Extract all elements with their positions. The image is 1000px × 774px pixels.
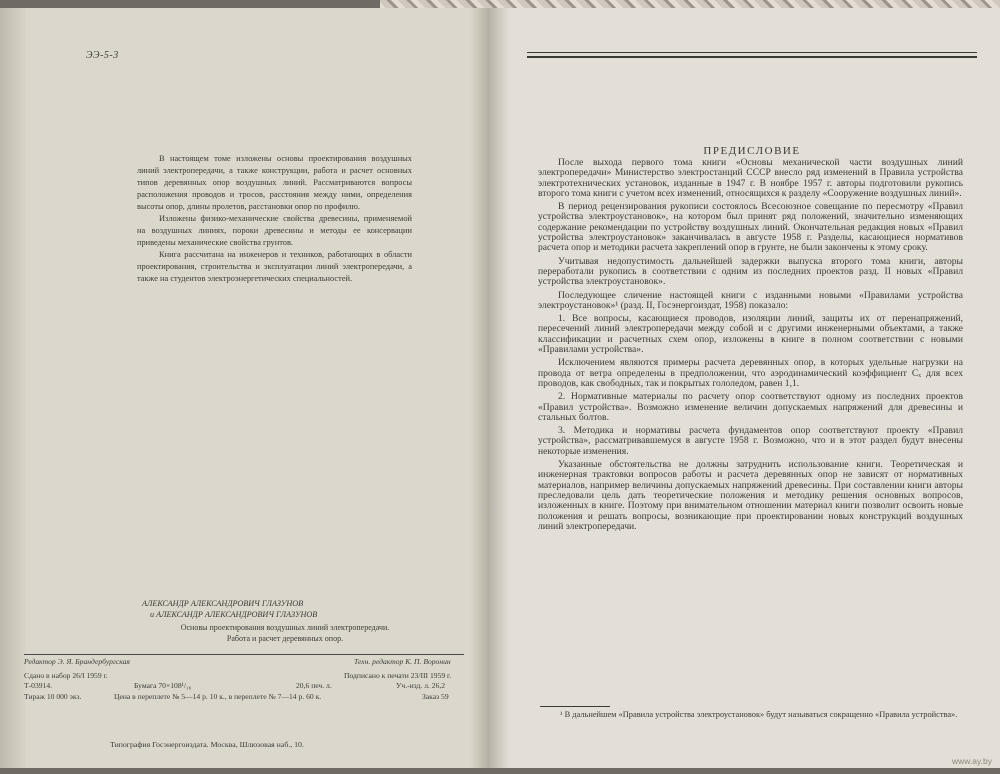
abstract-paragraph: Изложены физико-механические свойства древесины, применяемой на воздушных линиях, пороки древесины и методы ее консервации приведены механические свойства грунтов. [137, 214, 412, 247]
authors [142, 598, 412, 620]
preface-paragraph: 1. Все вопросы, касающиеся проводов, изоляции линий, защиты их от перенапряжений, пересечений линий электропередачи между собой и с другими инженерными объектами, а также классификации и расчетных схем опор, изложены в книге в полном соответствии с новыми «Правилами устройства». [538, 313, 963, 356]
abstract-paragraph: Книга рассчитана на инженеров и техников, работающих в области проектирования, строительства и эксплуатации линий электропередачи, а также на студентов электроэнергетических специальностей. [137, 250, 412, 283]
author-line: АЛЕКСАНДР АЛЕКСАНДРОВИЧ ГЛАЗУНОВ [142, 599, 304, 608]
publisher-sheets: Уч.-изд. л. 26,2 [396, 681, 446, 691]
printer: Типография Госэнергоиздата. Москва, Шлюзовая наб., 10. [110, 740, 304, 749]
preface-paragraph: 3. Методика и нормативы расчета фундаментов опор соответствуют проекту «Правил устройства», рассматривавшемуся в августе 1958 г. Возможно, что и в этот раздел будут внесены некоторые изменения. [538, 425, 963, 457]
imprint [24, 657, 474, 702]
book-title [140, 622, 430, 644]
footnote-divider [540, 706, 610, 707]
watermark: www.ay.by [952, 756, 992, 766]
book-title-line: Основы проектирования воздушных линий электропередачи. [180, 623, 390, 632]
book-title-line: Работа и расчет деревянных опор. [226, 634, 344, 643]
print-run: Тираж 10 000 экз. [24, 691, 82, 701]
print-sheets: 20,6 печ. л. [296, 681, 332, 691]
footnote [540, 710, 965, 721]
preface-paragraph: Последующее сличение настоящей книги с изданными новыми «Правилами устройства электроустановок»¹ (разд. II, Госэнергоиздат, 1958) показало: [538, 289, 963, 311]
order-code: Т-03914. [24, 681, 53, 691]
footnote-text: ¹ В дальнейшем «Правила устройства электроустановок» будут называться сокращенно «Правила устройства». [560, 710, 958, 719]
preface-paragraph: Учитывая недопустимость дальнейшей задержки выпуска второго тома книги, авторы переработали рукопись в соответствии с одним из последних проектов разд. II новых «Правил устройства электроустановок». [538, 255, 963, 288]
editor: Редактор Э. Я. Брандербургская [24, 657, 130, 666]
price: Цена в переплете № 5—14 р. 10 к., в переплете № 7—14 р. 60 к. [114, 691, 322, 701]
left-page-edge [0, 8, 26, 768]
imprint-divider [24, 654, 464, 655]
catalog-code: ЭЭ-5-3 [86, 50, 119, 61]
abstract-paragraph: В настоящем томе изложены основы проектирования воздушных линий электропередачи, а также конструкции, работа и расчет основных типов деревянных опор воздушных линий. Рассматриваются вопросы расположения проводов и тросов, расстояния между ними, определения высоты опор, длины пролетов, расстановки опор по профилю. [137, 154, 412, 211]
header-rule-thick [527, 56, 977, 58]
order-number: Заказ 59 [422, 691, 449, 701]
page-heading: ПРЕДИСЛОВИЕ [703, 145, 801, 157]
preface-paragraph: 2. Нормативные материалы по расчету опор соответствуют одному из последних проектов «Правил устройства». Возможно изменение величин допускаемых напряжений для древесины и стальных болтов. [538, 391, 963, 423]
paper-format: Бумага 70×108¹/₁₆ [134, 681, 192, 691]
author-line: и АЛЕКСАНДР АЛЕКСАНДРОВИЧ ГЛАЗУНОВ [150, 610, 318, 619]
preface-paragraph: Указанные обстоятельства не должны затруднить использование книги. Теоретическая и инженерная трактовки вопросов работы и расчета деревянных опор не зависят от нормативных материалов, например величины допускаемых напряжений древесины. При составлении книги авторы преследовали цель дать теоретические положения и методику решения основных вопросов, изложенных в книге. Поэтому при внимательном отношении материал книги позволит освоить новые положения и решать вопросы, возникающие при проектировании новых конструкций воздушных линий электропередачи. [538, 459, 963, 532]
book-gutter [470, 8, 510, 768]
typeset-date: Сдано в набор 26/I 1959 г. [24, 671, 108, 681]
signed-date: Подписано к печати 23/III 1959 г. [344, 671, 452, 681]
preface-paragraph: После выхода первого тома книги «Основы механической части воздушных линий электропередачи» Министерство электростанций СССР внесло ряд изменений в Правила устройства электротехнических установок, изданные в 1947 г. В ноябре 1957 г. авторы подготовили рукопись второго тома книги с учетом всех изменений, относящихся к разделу «Сооружение воздушных линий». [538, 157, 963, 199]
tech-editor: Техн. редактор К. П. Воронин [354, 657, 451, 666]
preface-paragraph: В период рецензирования рукописи состоялось Всесоюзное совещание по пересмотру «Правил устройства электроустановок», на котором был принят ряд положений, значительно изменяющих содержание рекомендации по устройству воздушных линий. Окончательная редакция новых «Правил устройства электроустановок» заканчивалась в августе 1958 г. Разделы, касающиеся нормативов расчета опор и методики расчета закреплений опор в грунте, не были закончены к этому сроку. [538, 201, 963, 254]
preface-body [538, 158, 963, 535]
preface-paragraph: Исключением являются примеры расчета деревянных опор, в которых удельные нагрузки на провода от ветра определены в предположении, что аэродинамический коэффициент Cₓ для всех проводов, как свободных, так и покрытых гололедом, равен 1,1. [538, 357, 963, 389]
header-rule [527, 52, 977, 53]
abstract [137, 153, 412, 285]
